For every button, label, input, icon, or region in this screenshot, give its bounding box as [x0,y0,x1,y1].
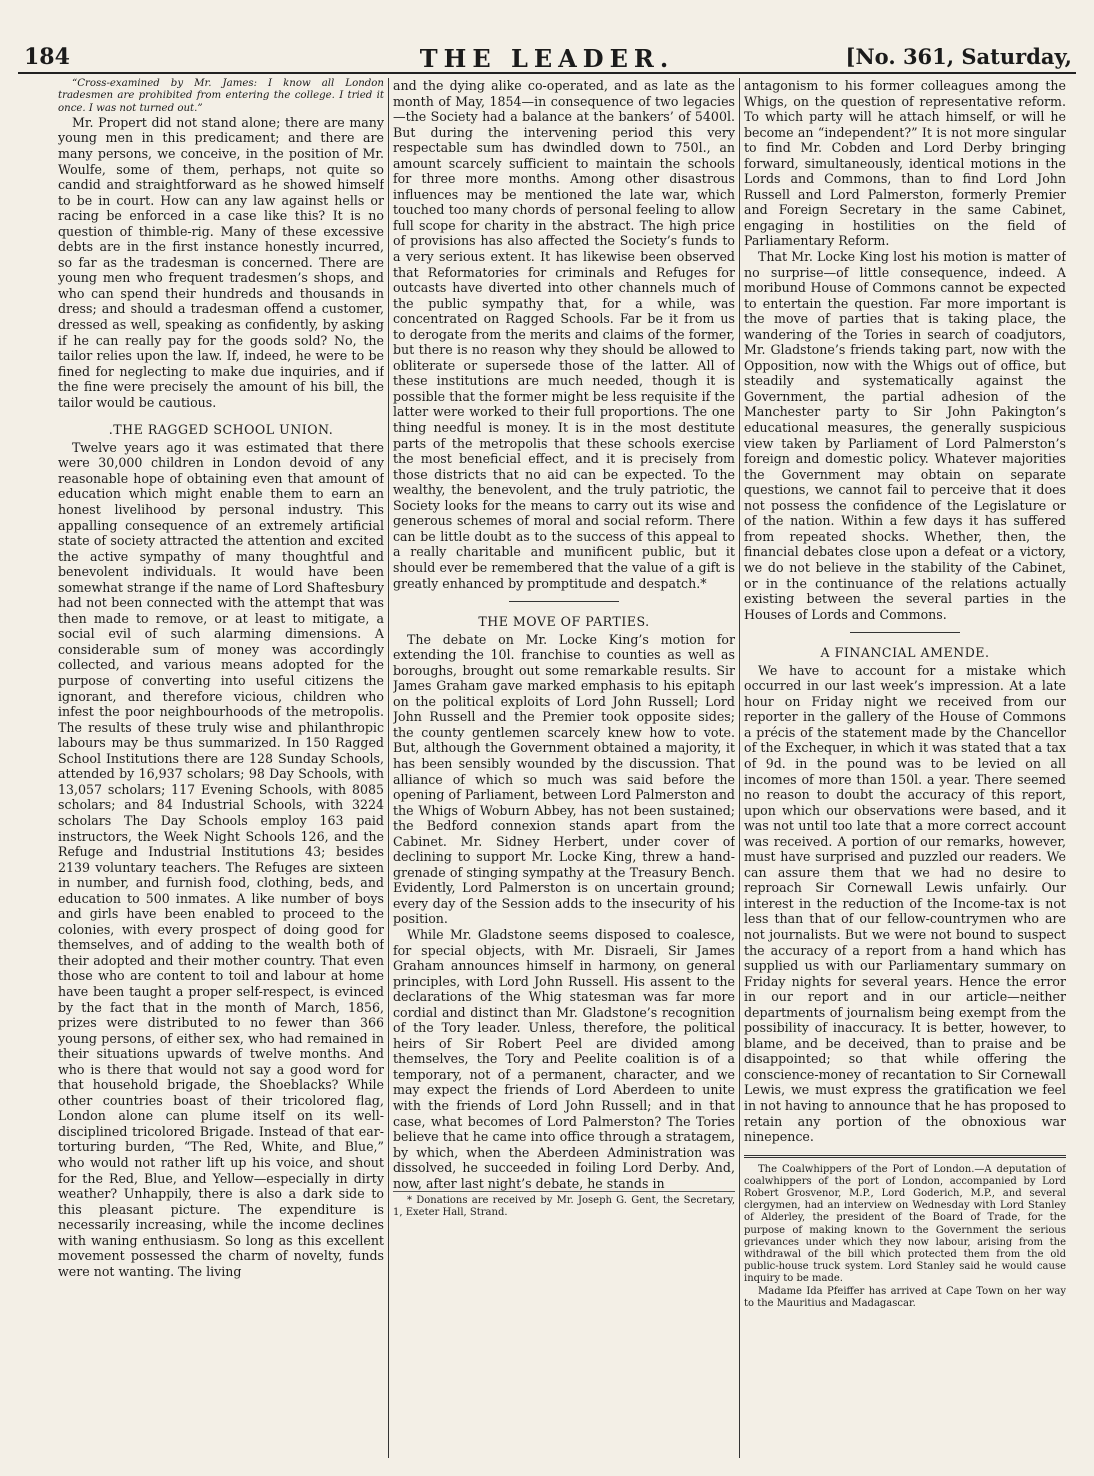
cross-examination-quote: “Cross-examined by Mr. James: I know all London tradesmen are prohibited from entering the college. I tried it once. I was not turned out.” [58,78,384,114]
section-heading-financial-amende: A FINANCIAL AMENDE. [820,645,990,661]
column-2 [393,78,735,1458]
column-divider [388,78,389,1458]
column-divider [739,78,740,1458]
article-paragraph: That Mr. Locke King lost his motion is matter of no surprise—of little consequence, indeed. A moribund House of Commons cannot be expected to entertain the question. Far more important is the move of parties that is taking place, the wandering of the Tories in search of coadjutors, Mr. Gladstone’s friends taking part, now with the Opposition, now with the Whigs out of office, but steadily and systematically against the Government, the partial adhesion of the Manchester party to Sir John Pakington’s educational measures, the generally suspicious view taken by Parliament of Lord Palmerston’s foreign and domestic policy. Whatever majorities the Government may obtain on separate questions, we cannot fail to perceive that it does not possess the confidence of the Legislature or of the nation. Within a few days it has suffered from repeated shocks. Whether, then, the financial debates close upon a defeat or a victory, we do not believe in the stability of the Cabinet, or in the continuance of the relations actually existing between the several parties in the Houses of Lords and Commons. [744,249,1066,622]
masthead-rule [18,72,1076,74]
column-1 [58,78,384,1458]
column-3 [744,78,1066,1458]
news-item-ida-pfeiffer: Madame Ida Pfeiffer has arrived at Cape Town on her way to the Mauritius and Madagascar. [744,1285,1066,1309]
article-paragraph: and the dying alike co-operated, and as late as the month of May, 1854—in consequence of two legacies—the Society had a balance at the bankers’ of 5400l. But during the intervening period this very respectable sum has dwindled down to 750l., an amount scarcely sufficient to maintain the schools for three more months. Among other disastrous influences may be mentioned the late war, which touched too many chords of personal feeling to allow full scope for charity in the abstract. The high price of provisions has also affected the Society’s funds to a very serious extent. It has likewise been observed that Reformatories for criminals and Refuges for outcasts have diverted into other channels much of the public sympathy that, for a while, was concentrated on Ragged Schools. Far be it from us to derogate from the merits and claims of the former, but there is no reason why they should be allowed to obliterate or supersede those of the latter. All of these institutions are much needed, though it is possible that the former might be less requisite if the latter were worked to their full proportions. The one thing needful is money. It is in the most destitute parts of the metropolis that these schools exercise the most beneficial effect, and it is precisely from those districts that no aid can be expected. To the wealthy, the benevolent, and the truly patriotic, the Society looks for the means to carry out its wise and generous schemes of moral and social reform. There can be little doubt as to the success of this appeal to a really charitable and munificent public, but it should ever be remembered that the value of a gift is greatly enhanced by promptitude and despatch.* [393,78,735,591]
section-heading-move-of-parties: THE MOVE OF PARTIES. [478,614,650,630]
section-heading-ragged-school: .THE RAGGED SCHOOL UNION. [108,422,334,438]
newspaper-title: THE LEADER. [419,44,675,73]
article-paragraph: We have to account for a mistake which occurred in our last week’s impression. At a late hour on Friday night we received from our reporter in the gallery of the House of Commons a précis of the statement made by the Chancellor of the Exchequer, in which it was stated that a tax of 9d. in the pound was to be levied on all incomes of more than 150l. a year. There seemed no reason to doubt the accuracy of this report, upon which our observations were based, and it was not until too late that a more correct account was received. A portion of our remarks, however, must have surprised and puzzled our readers. We can assure them that we had no desire to reproach Sir Cornewall Lewis unfairly. Our interest in the reduction of the Income-tax is not less than that of our fellow-countrymen who are not journalists. But we were not bound to suspect the accuracy of a report from a hand which has supplied us with our Parliamentary summary on Friday nights for several years. Hence the error in our report and in our article—neither departments of journalism being exempt from the possibility of inaccuracy. It is better, however, to blame, and be deceived, than to praise and be disappointed; so that while offering the conscience-money of recantation to Sir Cornewall Lewis, we must express the gratification we feel in not having to announce that he has proposed to retain any portion of the obnoxious war ninepence. [744,662,1066,1145]
article-paragraph: The debate on Mr. Locke King’s motion for extending the 10l. franchise to counties as well as boroughs, brought out some remarkable results. Sir James Graham gave marked emphasis to his epitaph on the political exploits of Lord John Russell; Lord John Russell and the Premier took opposite sides; the county gentlemen scarcely knew how to vote. But, although the Government obtained a majority, it has been sensibly wounded by the discussion. That alliance of which so much was said before the opening of Parliament, between Lord Palmerston and the Whigs of Woburn Abbey, has not been sustained; the Bedford connexion stands apart from the Cabinet. Mr. Sidney Herbert, under cover of declining to support Mr. Locke King, threw a hand-grenade of stinging sympathy at the Treasury Bench. Evidently, Lord Palmerston is on uncertain ground; every day of the Session adds to the insecurity of his position. [393,631,735,927]
double-rule [744,1155,1066,1158]
article-paragraph: Mr. Propert did not stand alone; there are many young men in this predicament; and there are many persons, we conceive, in the position of Mr. Woulfe, some of them, perhaps, not quite so candid and straightforward as he showed himself to be in court. How can any law against hells or racing be enforced in a case like this? It is no question of thimble-rig. Many of these excessive debts are in the first instance honestly incurred, so far as the tradesman is concerned. There are young men who frequent tradesmen’s shops, and who can spend their hundreds and thousands in dress; and should a tradesman offend a customer, dressed as well, speaking as confidently, by asking if he can really pay for the goods sold? No, the tailor relies upon the law. If, indeed, he were to be fined for neglecting to make due inquiries, and if the fine were precisely the amount of his bill, the tailor would be cautious. [58,114,384,410]
article-paragraph: Twelve years ago it was estimated that there were 30,000 children in London devoid of any reasonable hope of obtaining even that amount of education which might enable them to earn an honest livelihood by personal industry. This appalling consequence of an extremely artificial state of society attracted the attention and excited the active sympathy of many thoughtful and benevolent individuals. It would have been somewhat strange if the name of Lord Shaftesbury had not been connected with the attempt that was then made to remove, or at least to mitigate, a social evil of such alarming dimensions. A considerable sum of money was accordingly collected, and various means adopted for the purpose of converting into useful citizens the ignorant, and therefore vicious, children who infest the poor neighbourhoods of the metropolis. The results of these truly wise and philanthropic labours may be thus summarized. In 150 Ragged School Institutions there are 128 Sunday Schools, attended by 16,937 scholars; 98 Day Schools, with 13,057 scholars; 117 Evening Schools, with 8085 scholars; and 84 Industrial Schools, with 3224 scholars The Day Schools employ 163 paid instructors, the Week Night Schools 126, and the Refuge and Industrial Institutions 43; besides 2139 voluntary teachers. The Refuges are sixteen in number, and furnish food, clothing, beds, and education to 500 inmates. A like number of boys and girls have been enabled to proceed to the colonies, with every prospect of doing good for themselves, and of adding to the wealth both of their adopted and their mother country. That even those who are content to toil and labour at home have been taught a proper self-respect, is evinced by the fact that in the month of March, 1856, prizes were distributed to no fewer than 366 young persons, of either sex, who had remained in their situations upwards of twelve months. And who is there that would not say a good word for that household brigade, the Shoeblacks? While other countries boast of their tricolored flag, London alone can plume itself on its well-disciplined tricolored Brigade. Instead of that ear-torturing burden, “The Red, White, and Blue,” who would not rather lift up his voice, and shout for the Red, Blue, and Yellow—especially in dirty weather? Unhappily, there is also a dark side to this pleasant picture. The expenditure is necessarily increasing, while the income declines with waning enthusiasm. So long as this excellent movement possessed the charm of novelty, funds were not wanting. The living [58,439,384,1279]
columns [18,78,1076,1458]
issue-number: [No. 361, Saturday, [845,44,1072,69]
article-paragraph: While Mr. Gladstone seems disposed to coalesce, for special objects, with Mr. Disraeli, Sir James Graham announces himself in harmony, on general principles, with Lord John Russell. His assent to the declarations of the Whig statesman was far more cordial and distinct than Mr. Gladstone’s recognition of the Tory leader. Unless, therefore, the political heirs of Sir Robert Peel are divided among themselves, the Tory and Peelite coalition is of a temporary, not of a permanent, character, and we may expect the friends of Lord Aberdeen to unite with the friends of Lord John Russell; and in that case, what becomes of Lord Palmerston? The Tories believe that he came into office through a stratagem, by which, when the Aberdeen Administration was dissolved, he succeeded in foiling Lord Derby. And, now, after last night’s debate, he stands in [393,926,735,1191]
section-separator [509,601,619,602]
footnote-donations: * Donations are received by Mr. Joseph G. Gent, the Secretary, 1, Exeter Hall, Strand. [393,1191,735,1219]
news-item-coalwhippers: The Coalwhippers of the Port of London.—A deputation of coalwhippers of the port of London, accompanied by Lord Robert Grosvenor, M.P., Lord Goderich, M.P., and several clergymen, had an interview on Wednesday with Lord Stanley of Alderley, the president of the Board of Trade, for the purpose of making known to the Government the serious grievances under which they now labour, arising from the withdrawal of the bill which protected them from the old public-house truck system. Lord Stanley said he would cause inquiry to be made. [744,1163,1066,1285]
page-number: 184 [24,44,70,70]
article-paragraph: antagonism to his former colleagues among the Whigs, on the question of representative reform. To which party will he attach himself, or will he become an “independent?” It is not more singular to find Mr. Cobden and Lord Derby bringing forward, simultaneously, identical motions in the Lords and Commons, than to find Lord John Russell and Lord Palmerston, formerly Premier and Foreign Secretary in the same Cabinet, engaging in hostilities on the field of Parliamentary Reform. [744,78,1066,249]
section-separator [850,632,960,633]
